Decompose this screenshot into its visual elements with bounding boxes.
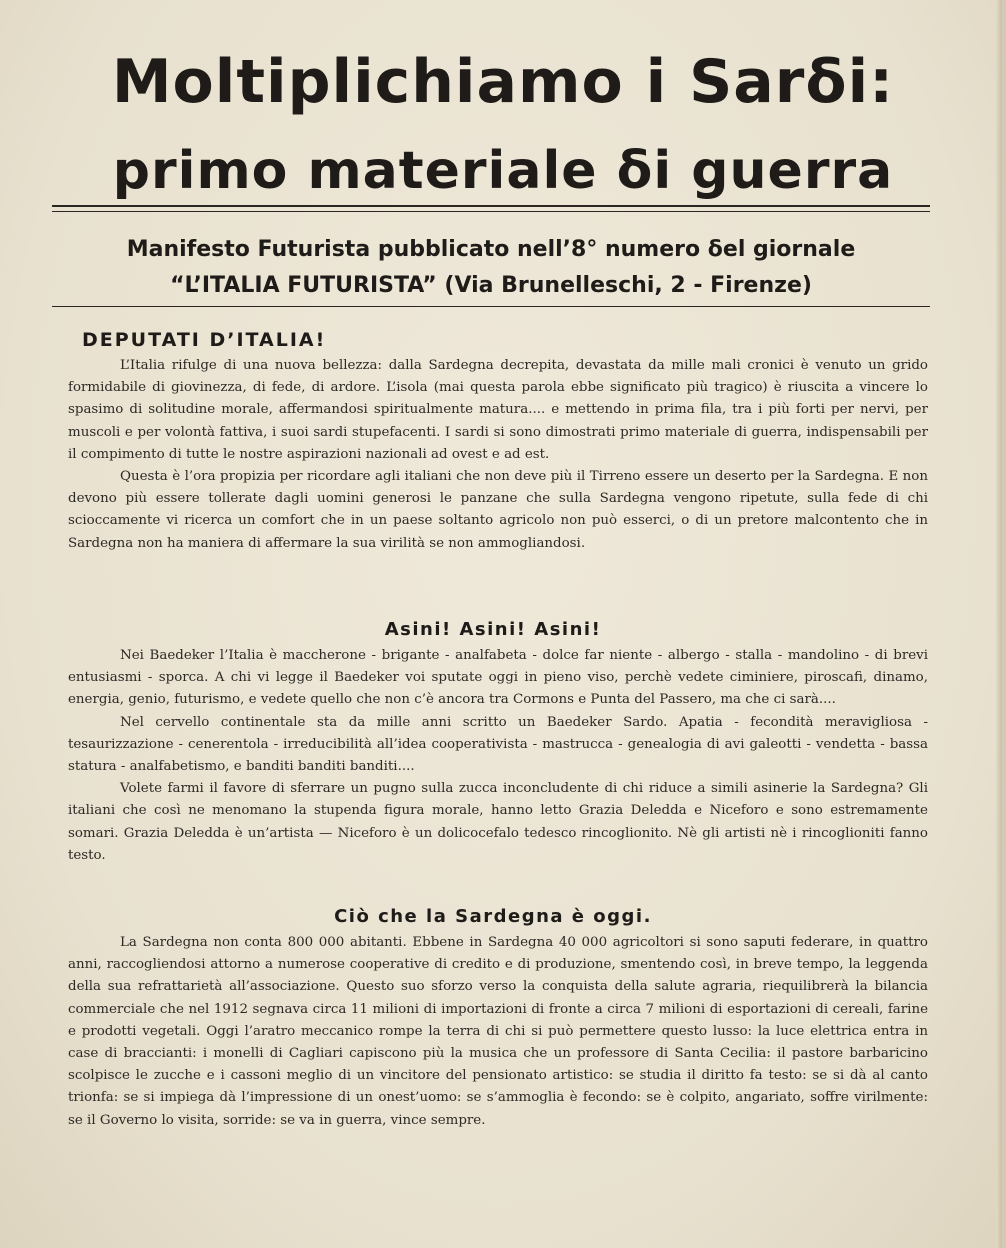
- section-heading-sardegna-oggi: Ciò che la Sardegna è oggi.: [334, 906, 652, 927]
- subtitle-line-1: Manifesto Futurista pubblicato nell’8° numero δel giornale: [126, 237, 856, 262]
- section-heading-deputati: DEPUTATI D’ITALIA!: [82, 329, 327, 351]
- section-body-sardegna-oggi: [68, 932, 928, 1132]
- paragraph: L’Italia rifulge di una nuova bellezza: dalla Sardegna decrepita, devastata da mille mali cronici è venuto un grido formidabile di giovinezza, di fede, di ardore. L’isola (mai questa parola ebbe significato più tragico) è riuscita a vincere lo spasimo di solitudine morale, affermandosi spiritualmente matura.... e mettendo in prima fila, tra i più forti per nervi, per muscoli e per volontà fattiva, i suoi sardi stupefacenti. I sardi si sono dimostrati primo materiale di guerra, indispensabili per il compimento di tutte le nostre aspirazioni nazionali ad ovest e ad est.: [68, 358, 928, 462]
- paragraph: La Sardegna non conta 800 000 abitanti. Ebbene in Sardegna 40 000 agricoltori si sono saputi federare, in quattro anni, raccogliendosi attorno a numerose cooperative di credito e di produzione, smentendo così, in breve tempo, la leggenda della sua refrattarietà all’associazione. Questo suo sforzo verso la conquista della salute agraria, riequilibrerà la bilancia commerciale che nel 1912 segnava circa 11 milioni di importazioni di fronte a circa 7 milioni di esportazioni di cereali, farine e prodotti vegetali. Oggi l’aratro meccanico rompe la terra di chi si può permettere questo lusso: la luce elettrica entra in case di braccianti: i monelli di Cagliari capiscono più la musica che un professore di Santa Cecilia: il pastore barbaricino scolpisce le zucche e i cassoni meglio di un vincitore del pensionato artistico: se studia il diritto fa testo: se si dà al canto trionfa: se si impiega dà l’impressione di un onest’uomo: se s’ammoglia è fecondo: se è colpito, angariato, soffre virilmente: se il Governo lo visita, sorride: se va in guerra, vince sempre.: [68, 935, 928, 1128]
- title-double-rule: [52, 205, 930, 212]
- paragraph: Questa è l’ora propizia per ricordare agli italiani che non deve più il Tirreno essere un deserto per la Sardegna. E non devono più essere tollerate dagli uomini generosi le panzane che sulla Sardegna vengono ripetute, sulla fede di chi scioccamente vi ricerca un comfort che in un paese soltanto agricolo non può esserci, o di un pretore malcontento che in Sardegna non ha maniera di affermare la sua virilità se non ammogliandosi.: [68, 469, 928, 551]
- page-edge-shadow: [996, 0, 1002, 1248]
- paragraph: Nei Baedeker l’Italia è maccherone - brigante - analfabeta - dolce far niente - albergo - stalla - mandolino - di brevi entusiasmi - sporca. A chi vi legge il Baedeker voi sputate oggi in pieno viso, perchè vedete ciminiere, piroscafi, dinamo, energia, genio, futurismo, e vedete quello che non c’è ancora tra Cormons e Punta del Passero, ma che ci sarà....: [68, 648, 928, 708]
- paragraph: Volete farmi il favore di sferrare un pugno sulla zucca inconcludente di chi riduce a simili asinerie la Sardegna? Gli italiani che così ne menomano la stupenda figura morale, hanno letto Grazia Deledda e Niceforo e sono estremamente somari. Grazia Deledda è un’artista — Niceforo è un dolicocefalo tedesco rincoglionito. Nè gli artisti nè i rincoglioniti fanno testo.: [68, 781, 928, 863]
- title-line-2: primo materiale δi guerra: [112, 141, 894, 201]
- title-line-1: Moltiplichiamo i Sarδi:: [111, 47, 895, 117]
- section-heading-asini: Asini! Asini! Asini!: [384, 619, 602, 640]
- subtitle-rule: [52, 306, 930, 307]
- subtitle-line-2: “L’ITALIA FUTURISTA” (Via Brunelleschi, 2 - Firenze): [170, 273, 812, 298]
- paragraph: Nel cervello continentale sta da mille anni scritto un Baedeker Sardo. Apatia - fecondità meravigliosa - tesaurizzazione - cenerentola - irreducibilità all’idea cooperativista - mastrucca - genealogia di avi galeotti - vendetta - bassa statura - analfabetismo, e banditi banditi banditi....: [68, 714, 928, 775]
- section-body-deputati: [68, 355, 928, 555]
- section-body-asini: [68, 645, 928, 867]
